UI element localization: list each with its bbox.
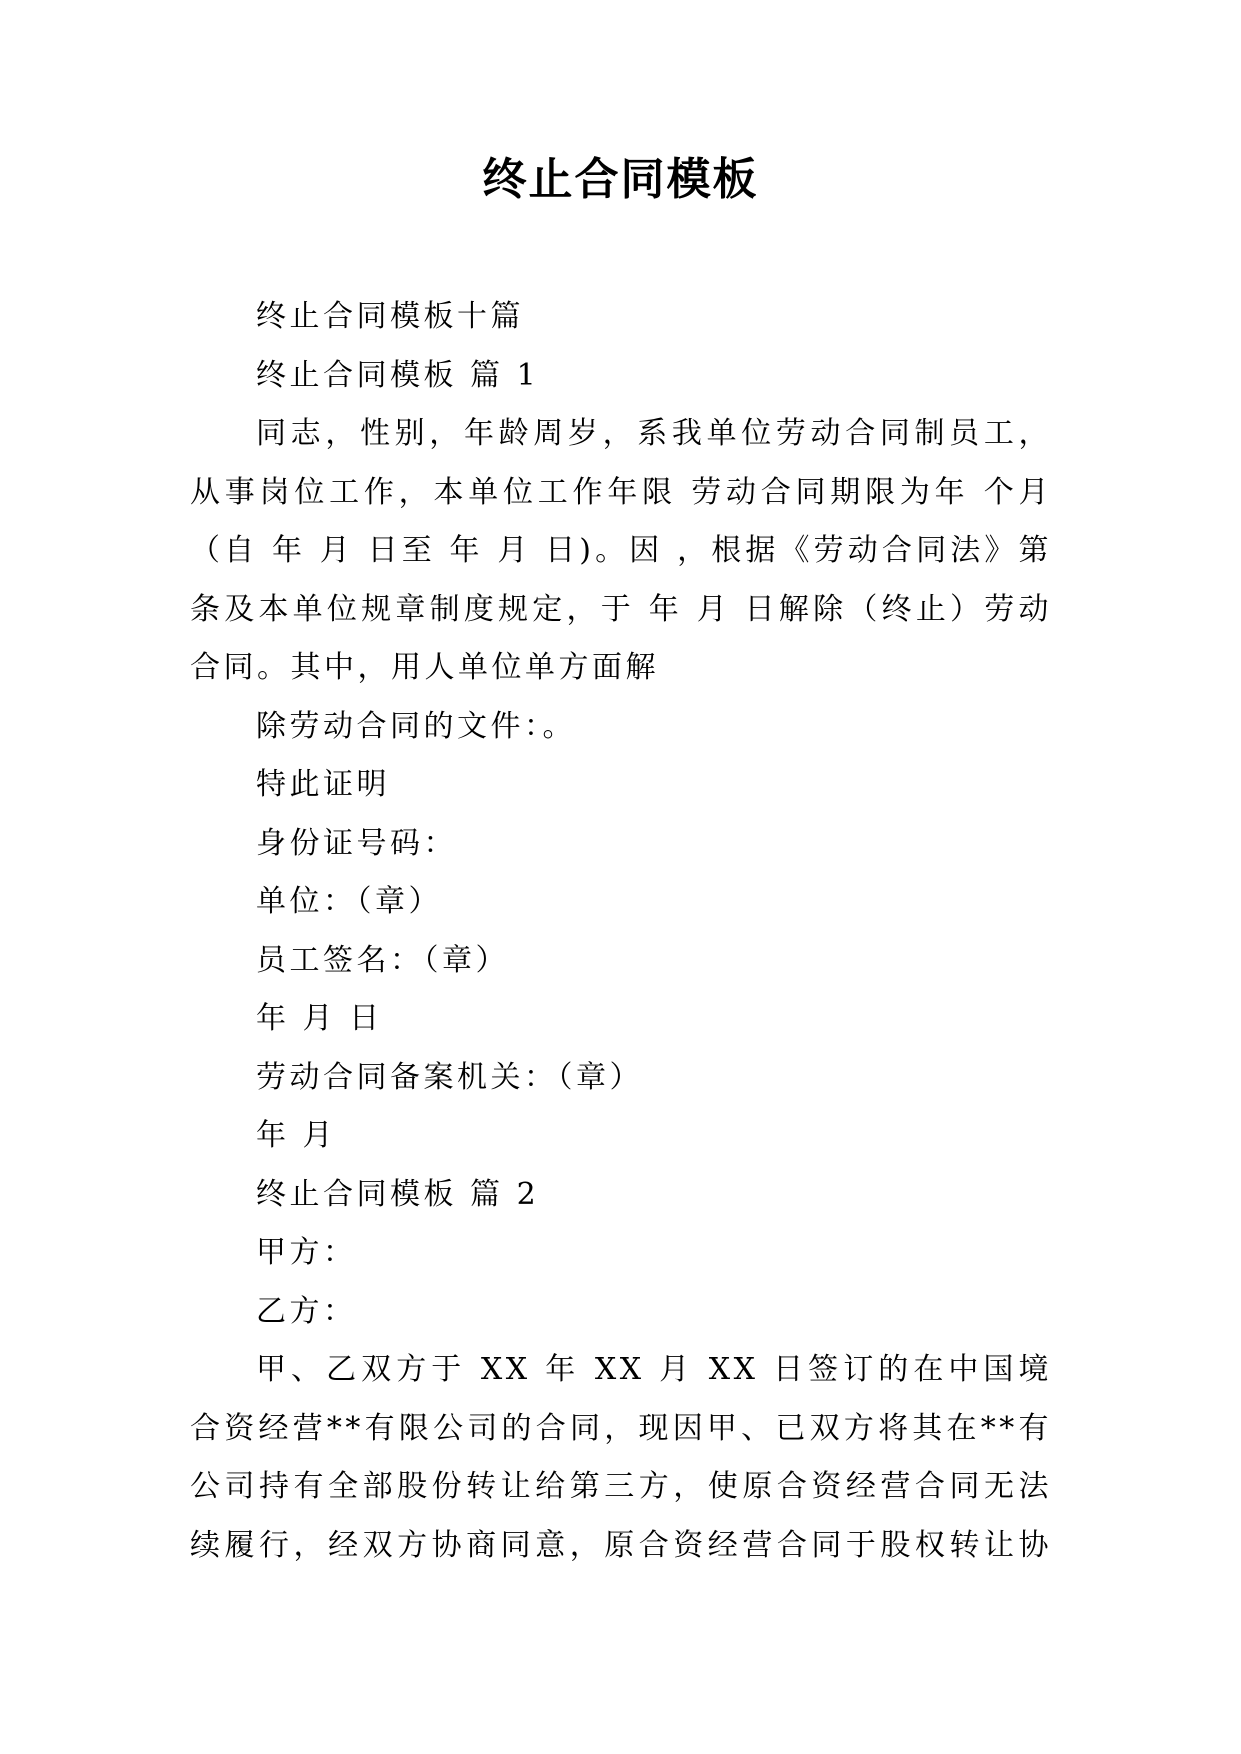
- body-line: 单位：（章）: [256, 884, 442, 919]
- body-line: 除劳动合同的文件：。: [256, 708, 576, 744]
- body-line: 同志，性别，年龄周岁，系我单位劳动合同制员工，: [256, 416, 1052, 451]
- body-line: 从事岗位工作，本单位工作年限 劳动合同期限为年 个月: [190, 474, 1052, 510]
- body-line: 终止合同模板十篇: [256, 299, 524, 334]
- body-line: （自 年 月 日至 年 月 日)。因 ，根据《劳动合同法》第: [190, 533, 1052, 568]
- document-title: 终止合同模板: [482, 154, 759, 205]
- body-line: 条及本单位规章制度规定，于 年 月 日解除（终止）劳动: [190, 591, 1052, 627]
- body-line: 劳动合同备案机关：（章）: [256, 1059, 643, 1095]
- body-line: 合同。其中，用人单位单方面解: [190, 650, 659, 685]
- body-line: 年 月: [256, 1118, 337, 1153]
- body-line: 终止合同模板 篇 2: [256, 1176, 540, 1212]
- body-line: 身份证号码：: [256, 825, 457, 861]
- body-line: 特此证明: [256, 767, 390, 802]
- body-line: 续履行，经双方协商同意，原合资经营合同于股权转让协: [190, 1527, 1052, 1563]
- body-line: 年 月 日: [256, 1001, 383, 1036]
- body-line: 员工签名：（章）: [256, 942, 509, 978]
- body-line: 终止合同模板 篇 1: [256, 357, 540, 393]
- body-line: 乙方：: [256, 1293, 357, 1329]
- body-line: 甲、乙双方于 XX 年 XX 月 XX 日签订的在中国境: [256, 1352, 1052, 1387]
- body-line: 公司持有全部股份转让给第三方，使原合资经营合同无法: [190, 1469, 1052, 1504]
- document-body: [190, 288, 1052, 1575]
- body-line: 合资经营**有限公司的合同，现因甲、已双方将其在**有: [190, 1410, 1052, 1446]
- body-line: 甲方：: [256, 1235, 357, 1270]
